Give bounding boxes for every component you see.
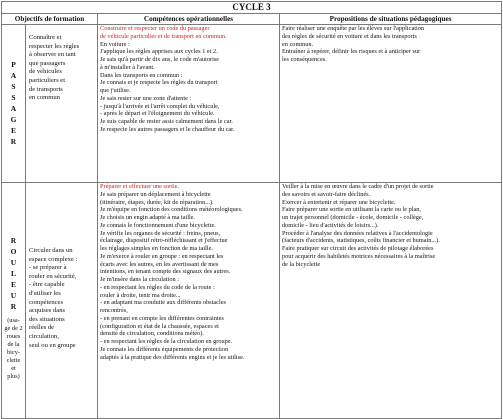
side-letter: E [10, 126, 16, 135]
objectif-line: réelles de [29, 324, 55, 332]
competence-line: - en prenant en compte les différentes contraintes [100, 314, 224, 322]
objectif-line: seul ou en groupe [29, 341, 76, 349]
side-label-rouleur [2, 183, 26, 419]
competence-line: Je respecte les autres passagers et le chauffeur du car. [100, 125, 235, 133]
objectif-line: rouler en sécurité, [29, 272, 77, 280]
competence-line: les réglages simples en fonction de ma taille. [100, 245, 213, 252]
objectif-cell-rouleur [26, 183, 98, 419]
competence-line: - jusqu'à l'arrivée et l'arrêt complet du véhicule, [100, 102, 220, 110]
objectif-line: que passagers [29, 59, 66, 67]
side-letter: A [10, 71, 17, 80]
objectif-line: compétences [29, 298, 64, 306]
competence-heading: Construire et respecter un code du passager [100, 25, 210, 32]
objectif-line: des situations [29, 315, 65, 323]
objectif-line: d'utiliser les [29, 289, 61, 297]
proposition-cell-passager [280, 25, 502, 183]
competence-line: Je m'insère dans la circulation : [100, 276, 179, 283]
competence-line: En voiture : [100, 40, 130, 48]
cycle-title: CYCLE 3 [2, 2, 502, 14]
competence-line: J'applique les règles apprises aux cycles 1 et 2. [100, 48, 218, 56]
competence-line: Je sais rester sur une zone d'attente : [100, 94, 192, 102]
objectif-line: Connaître et [29, 34, 62, 41]
competence-line: - en respectant les règles du code de la route : [100, 283, 215, 291]
competence-line: rencontrés, [100, 307, 128, 314]
competence-line: Je connais le fonctionnement d'une bicyclette. [100, 221, 216, 229]
side-letter: R [10, 302, 17, 311]
table-row-rouleur [2, 183, 502, 419]
proposition-line: Exercer à entretenir et réparer une bicyclette. [282, 198, 396, 206]
side-note: bicy- [7, 349, 20, 356]
side-letter: P [11, 60, 16, 69]
proposition-line: domicile - lieu d'activités de loisirs...). [282, 221, 379, 229]
side-letter: E [10, 280, 16, 289]
objectif-line: particuliers et [29, 76, 66, 84]
competence-line: - en adaptant ma conduite aux différents obstacles [100, 299, 226, 307]
competence-line: adaptés à la pratique des différents engins et je les utilise. [100, 353, 245, 361]
competence-line: Je sais préparer un déplacement à bicyclette [100, 190, 211, 198]
side-letter: G [10, 115, 17, 124]
proposition-line: Faire réaliser une enquête par les élèves sur l'application [282, 25, 425, 32]
proposition-line: pour acquérir des habiletés motrices nécessaires à la maîtrise [282, 252, 436, 260]
proposition-line: Faire pratiquer sur circuit des activités de pilotage élaborées [282, 245, 434, 252]
competence-line: - en respectant les règles de la circulation en groupe. [100, 338, 233, 345]
competence-line: que j'utilise. [100, 87, 131, 94]
competence-line: Je suis capable de rester assis calmement dans le car. [100, 118, 233, 125]
competence-line: écarts avec les autres, en les avertissant de mes [100, 260, 219, 268]
side-letter: S [11, 82, 16, 91]
objectif-line: à observer en tant [29, 51, 76, 59]
competence-line: à m'installer à l'avant. [100, 63, 155, 71]
side-letter: A [10, 104, 17, 113]
side-note: clette [6, 357, 21, 364]
objectif-line: en commun [29, 94, 60, 102]
objectif-line: de véhicules [29, 68, 62, 76]
proposition-line: (facteurs d'accidents, statistiques, coûts financier et humain...). [282, 237, 440, 245]
proposition-line: en commun. [282, 40, 314, 48]
objectif-line: Circuler dans un [29, 247, 73, 254]
competence-line: rouler à droite, tenir ma droite... [100, 291, 181, 299]
table-row-passager [2, 25, 502, 183]
proposition-line: de la bicyclette [282, 260, 321, 268]
competence-line: Je connais et je respecte les règles du transport [100, 79, 218, 87]
competence-heading: Préparer et effectuer une sortie. [100, 183, 180, 190]
competence-line: intentions, en tenant compte des signaux des autres. [100, 268, 231, 276]
objectif-line: acquises dans [29, 307, 66, 315]
objectif-line: de transports [29, 85, 63, 93]
competence-line: Je connais les différents équipements de protection [100, 345, 229, 353]
side-note: roues [6, 333, 21, 340]
proposition-line: Faire préparer une sortie en utilisant la carte ou le plan, [282, 206, 421, 214]
header-row [2, 14, 502, 25]
competence-line: (configuration et état de la chaussée, espaces et [100, 322, 219, 330]
proposition-line: des règles de sécurité en voiture et dans les transports [282, 32, 417, 40]
header-objectifs: Objectifs de formation [2, 14, 98, 25]
competence-line: Je vérifie les organes de sécurité : freins, pneus, [100, 229, 221, 237]
competence-cell-rouleur [98, 183, 280, 419]
competence-line: - après le départ et l'éloignement du véhicule. [100, 110, 215, 118]
side-note: (usa- [7, 317, 20, 324]
objectif-line: - se préparer à [29, 264, 67, 272]
competence-line: Je choisis un engin adapté à ma taille. [100, 214, 196, 221]
proposition-line: des savoirs et savoir-faire déclinés. [282, 190, 371, 198]
objectif-line: - être capable [29, 281, 65, 289]
side-letter: L [10, 269, 16, 278]
objectif-line: respecter les règles [29, 42, 80, 50]
side-label-passager [2, 25, 26, 183]
competence-line: (itinéraire, étapes, durée, kit de réparation...). [100, 198, 214, 206]
competence-cell-passager [98, 25, 280, 183]
proposition-line: Veiller à la mise en œuvre dans le cadre d'un projet de sortie [282, 183, 434, 190]
competence-line: Dans les transports en commun : [100, 71, 183, 79]
side-note: plus) [7, 373, 20, 380]
header-propositions: Propositions de situations pédagogiques [280, 14, 502, 25]
proposition-line: les conséquences. [282, 56, 327, 63]
side-letter: S [11, 93, 16, 102]
side-letter: O [10, 247, 17, 256]
side-letter: U [10, 291, 17, 300]
competence-line: Je m'équipe en fonction des conditions météorologiques. [100, 206, 243, 214]
objectif-line: circulation, [29, 332, 59, 340]
side-letter: R [10, 137, 17, 146]
proposition-line: Procéder à l'analyse des données relatives à l'accidentologie [282, 229, 433, 237]
side-letter: U [10, 258, 17, 267]
proposition-line: Entraîner à repérer, définir les risques et à anticiper sur [282, 48, 421, 56]
side-note: et [11, 365, 16, 372]
proposition-line: un trajet personnel (domicile - école, domicile - collège, [282, 214, 424, 221]
side-letter: R [10, 236, 17, 245]
cycle-title-row [2, 2, 502, 14]
competence-heading: de véhicule particulier et de transport en commun. [100, 32, 227, 40]
cycle3-table [1, 1, 502, 419]
competence-line: éclairage, dispositif rétro-réfléchissant et j'effectue [100, 237, 228, 245]
objectif-line: espace complexe : [29, 255, 78, 263]
competence-line: Je m'exerce à rouler en groupe : en respectant les [100, 252, 224, 260]
competence-line: densité de circulation, conditions météo). [100, 330, 204, 338]
proposition-cell-rouleur [280, 183, 502, 419]
side-note: de la [7, 341, 20, 348]
side-note: ge de 2 [4, 325, 23, 332]
competence-line: Je sais qu'à partir de dix ans, le code m'autorise [100, 56, 220, 63]
header-competences: Compétences opérationnelles [98, 14, 280, 25]
objectif-cell-passager [26, 25, 98, 183]
